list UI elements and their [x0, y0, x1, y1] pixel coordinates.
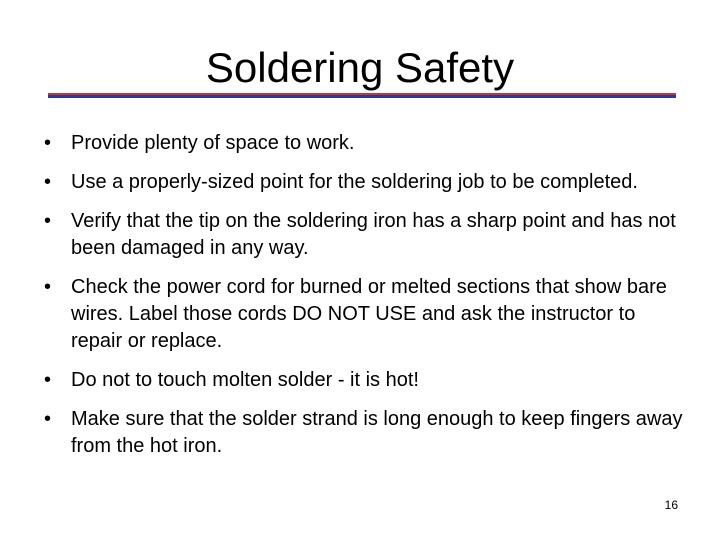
page-number: 16: [664, 498, 678, 512]
bullet-marker: •: [44, 408, 52, 430]
bullet-text: Do not to touch molten solder - it is hot!: [71, 369, 419, 391]
bullet-item: [44, 274, 684, 355]
bullet-text: Provide plenty of space to work.: [71, 132, 355, 154]
bullet-item: [44, 130, 684, 157]
bullet-text: Verify that the tip on the soldering iron has a sharp point and has not been damaged in any way.: [71, 210, 676, 259]
title-underline-blue: [48, 95, 676, 98]
bullet-item: [44, 208, 684, 262]
bullet-marker: •: [44, 276, 52, 298]
bullet-item: [44, 169, 684, 196]
bullet-text: Make sure that the solder strand is long enough to keep fingers away from the hot iron.: [71, 408, 683, 457]
bullet-item: [44, 406, 684, 460]
slide-title: Soldering Safety: [205, 44, 515, 91]
bullet-text: Check the power cord for burned or melted sections that show bare wires. Label those cords DO NOT USE and ask the instructor to repair or replace.: [71, 276, 667, 352]
bullet-marker: •: [44, 171, 52, 193]
bullet-list: [44, 130, 684, 472]
bullet-marker: •: [44, 132, 52, 154]
bullet-marker: •: [44, 369, 52, 391]
bullet-marker: •: [44, 210, 52, 232]
bullet-item: [44, 367, 684, 394]
bullet-text: Use a properly-sized point for the soldering job to be completed.: [71, 171, 638, 193]
